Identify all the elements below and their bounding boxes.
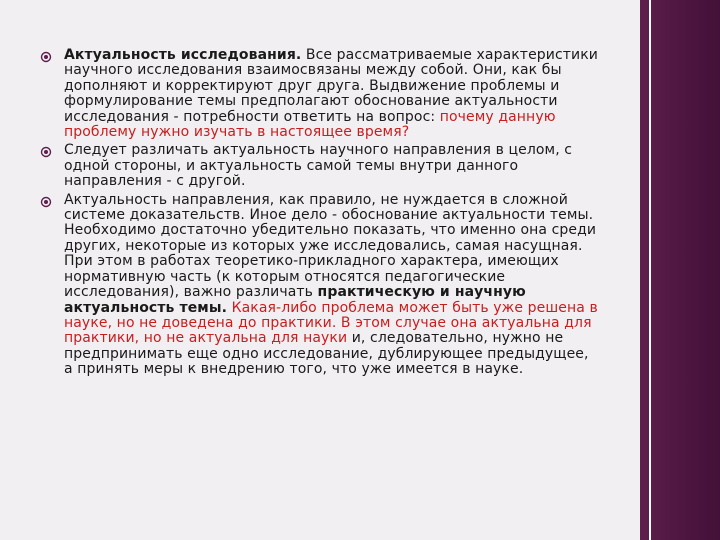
circle-bullet-icon (38, 193, 64, 208)
sidebar-divider-line (649, 0, 651, 540)
bullet-lead: Актуальность исследования. (64, 47, 302, 63)
bullet-item-direction (38, 193, 598, 378)
bullet-text (64, 48, 598, 140)
bullet-item-relevance (38, 48, 598, 140)
bullet-body: Актуальность направления, как правило, не нуждается в сложной системе доказательств. Иное дело - обоснование актуальности темы. Необходимо достаточно убедительно показать, что именно она среди других, некоторые из которых уже исследовались, самая насущная. При этом в работах теоретико-прикладного характера, имеющих нормативную часть (к которым относятся педагогические исследования), важно различать (64, 191, 597, 301)
bullet-text (64, 193, 598, 378)
bullet-item-distinguish (38, 143, 598, 189)
bullet-body-end: и, следовательно, нужно не предпринимать еще одно исследование, дублирующее предыдущее, а принять меры к внедрению того, что уже имеется в науке. (64, 330, 589, 378)
bullet-text (64, 143, 598, 189)
circle-bullet-icon (38, 48, 64, 63)
bullet-highlight: почему данную проблему нужно изучать в настоящее время? (64, 108, 556, 141)
bullet-bold: практическую и научную актуальность темы. (64, 284, 526, 316)
bullet-body: Следует различать актуальность научного направления в целом, с одной стороны, и актуальность самой темы внутри данного направления - с другой. (64, 142, 573, 190)
bullet-list (38, 48, 598, 381)
circle-bullet-icon (38, 143, 64, 158)
bullet-body: Все рассматриваемые характеристики научного исследования взаимосвязаны между собой. Они, как бы дополняют и корректируют друг друга. Выдвижение проблемы и формулирование темы предполагают обоснование актуальности исследования - потребности ответить на вопрос: (64, 47, 598, 125)
bullet-highlight: Какая-либо проблема может быть уже решена в науке, но не доведена до практики. В этом случае она актуальна для практики, но не актуальна для науки (64, 299, 598, 347)
decorative-sidebar (640, 0, 720, 540)
